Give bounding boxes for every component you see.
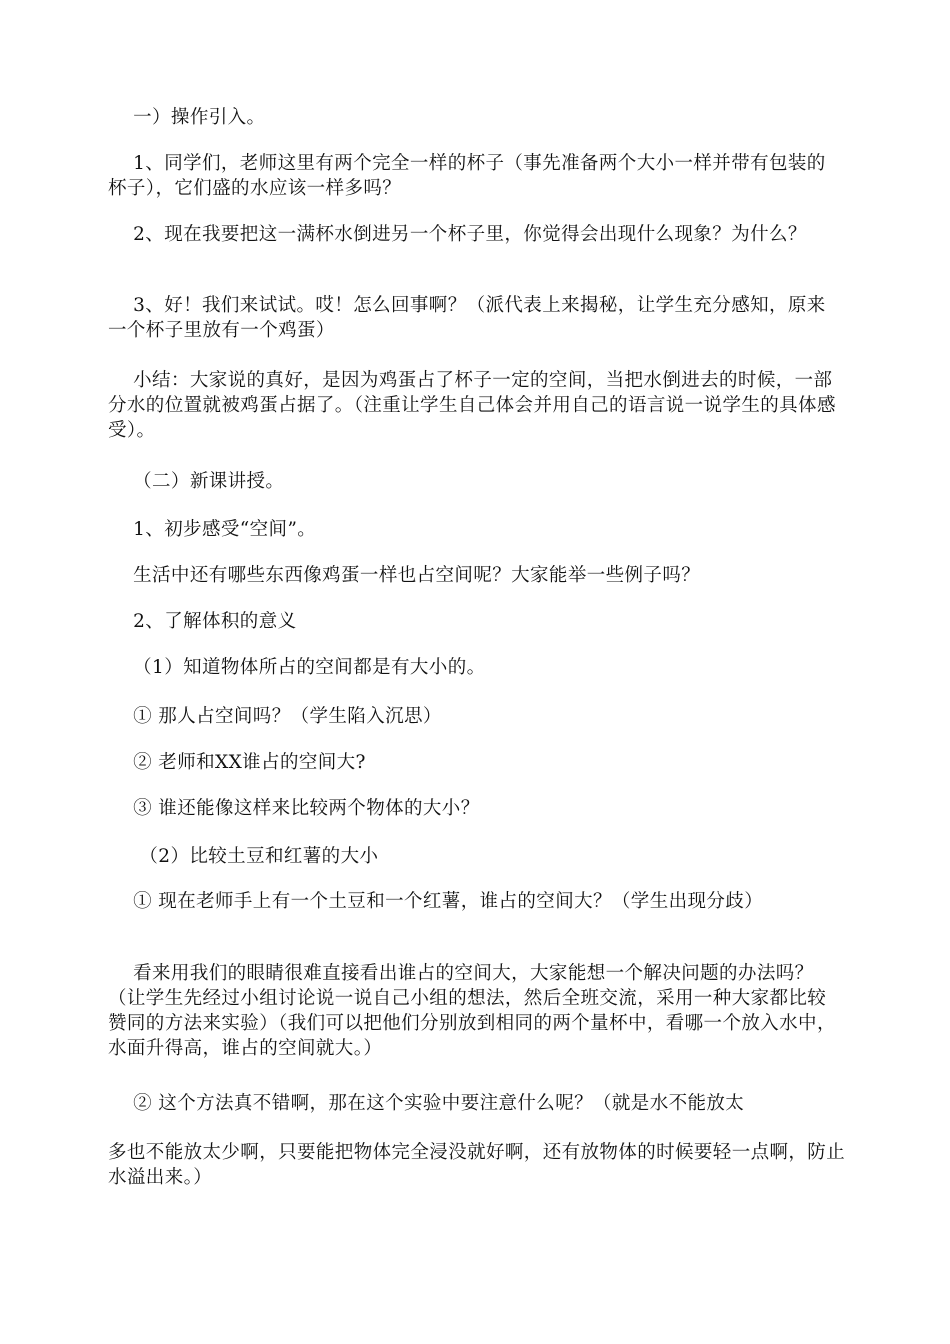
paragraph-3: 3、好！我们来试试。哎！怎么回事啊？（派代表上来揭秘，让学生充分感知，原来一个杯子里放有一个鸡蛋） [108, 295, 826, 341]
item-potato: ① 现在老师手上有一个土豆和一个红薯，谁占的空间大？（学生出现分歧） [108, 891, 764, 912]
subheading-space: 1、初步感受“空间”。 [108, 519, 317, 540]
point-1: （1）知道物体所占的空间都是有大小的。 [108, 657, 486, 678]
paragraph-1: 1、同学们，老师这里有两个完全一样的杯子（事先准备两个大小一样并带有包装的杯子），它们盛的水应该一样多吗？ [108, 153, 826, 199]
point-2: （2）比较土豆和红薯的大小 [108, 846, 379, 867]
item-experiment: ② 这个方法真不错啊，那在这个实验中要注意什么呢？（就是水不能放太 [108, 1093, 745, 1114]
item-3: ③ 谁还能像这样来比较两个物体的大小？ [108, 798, 480, 819]
item-1: ① 那人占空间吗？（学生陷入沉思） [108, 706, 442, 727]
item-2: ② 老师和XX谁占的空间大? [108, 752, 366, 773]
subheading-volume-meaning: 2、了解体积的意义 [108, 611, 297, 632]
paragraph-2: 2、现在我要把这一满杯水倒进另一个杯子里，你觉得会出现什么现象？为什么？ [108, 224, 807, 245]
section-heading-intro: 一）操作引入。 [108, 107, 266, 128]
paragraph-continuation: 多也不能放太少啊，只要能把物体完全浸没就好啊，还有放物体的时候要轻一点啊，防止水溢出来。） [108, 1142, 846, 1188]
section-heading-new-lesson: （二）新课讲授。 [108, 471, 285, 492]
paragraph-method: 看来用我们的眼睛很难直接看出谁占的空间大，大家能想一个解决问题的办法吗？（让学生先经过小组讨论说一说自己小组的想法，然后全班交流，采用一种大家都比较赞同的方法来实验）（我们可以把他们分别放到相同的两个量杯中，看哪一个放入水中，水面升得高，谁占的空间就大。） [108, 963, 836, 1059]
paragraph-examples: 生活中还有哪些东西像鸡蛋一样也占空间呢？大家能举一些例子吗？ [108, 565, 701, 586]
summary-paragraph: 小结：大家说的真好，是因为鸡蛋占了杯子一定的空间，当把水倒进去的时候，一部分水的位置就被鸡蛋占据了。（注重让学生自己体会并用自己的语言说一说学生的具体感受）。 [108, 370, 836, 441]
